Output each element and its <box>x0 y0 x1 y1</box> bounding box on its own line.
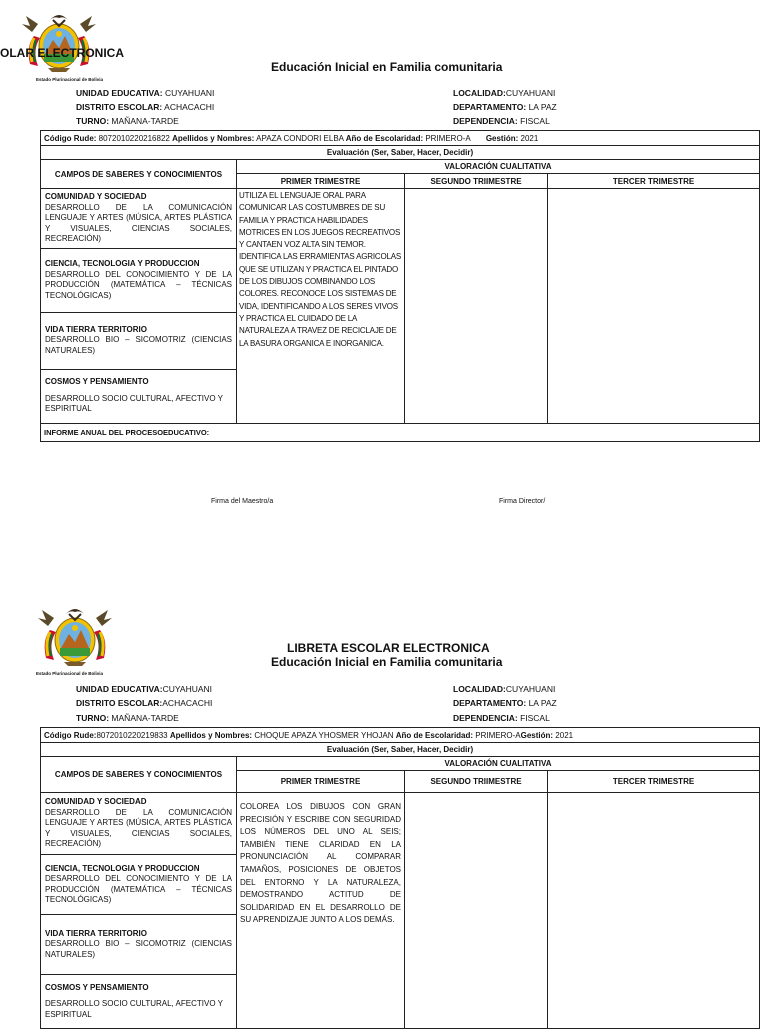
observation-tercer-trimestre <box>548 189 760 424</box>
campo-ciencia: CIENCIA, TECNOLOGIA Y PRODUCCION DESARROLLO DEL CONOCIMIENTO Y DE LA PRODUCCIÓN (MATEMÁTICA – TÉCNICAS TECNOLÓGICAS) <box>41 248 237 312</box>
info-distrito: DISTRITO ESCOLAR: ACHACACHI <box>76 102 215 112</box>
info-dependencia: DEPENDENCIA: FISCAL <box>453 713 550 723</box>
info-localidad: LOCALIDAD:CUYAHUANI <box>453 88 556 98</box>
campo-comunidad: COMUNIDAD Y SOCIEDAD DESARROLLO DE LA COMUNICACIÓN LENGUAJE Y ARTES (MÚSICA, ARTES PLÁSTICA Y VISUALES, CIENCIAS SOCIALES, RECREACIÓN) <box>41 793 237 855</box>
campos-header: CAMPOS DE SABERES Y CONOCIMIENTOS <box>41 757 237 793</box>
info-turno: TURNO: MAÑANA-TARDE <box>76 116 179 126</box>
valoracion-header: VALORACIÓN CUALITATIVA <box>237 757 760 771</box>
info-unidad: UNIDAD EDUCATIVA: CUYAHUANI <box>76 88 215 98</box>
info-localidad: LOCALIDAD:CUYAHUANI <box>453 684 556 694</box>
observation-primer-trimestre: COLOREA LOS DIBUJOS CON GRAN PRECISIÓN Y ESCRIBE CON SEGURIDAD LOS NÚMEROS DEL UNO AL SEIS; TAMBIÉN TIENE CLARIDAD EN LA PRONUNCIACIÓN AL COMPARAR TAMAÑOS, POSICIONES DE OBJETOS DEL ENTORNO Y LA NATURALEZA, DEMOSTRANDO ACTITUD DE SOLIDARIDAD EN EL DESARROLLO DE SU APRENDIZAJE JUNTO A LOS DEMÁS. <box>237 793 405 1029</box>
document-title: OLAR ELECTRONICA <box>0 46 124 60</box>
col-segundo-trimestre: SEGUNDO TRIIMESTRE <box>405 174 548 189</box>
col-segundo-trimestre: SEGUNDO TRIIMESTRE <box>405 771 548 793</box>
bolivia-coat-of-arms-icon <box>20 6 98 78</box>
info-unidad: UNIDAD EDUCATIVA:CUYAHUANI <box>76 684 213 694</box>
info-distrito: DISTRITO ESCOLAR:ACHACACHI <box>76 698 213 708</box>
evaluation-header: Evaluación (Ser, Saber, Hacer, Decidir) <box>41 743 760 757</box>
col-primer-trimestre: PRIMER TRIMESTRE <box>237 174 405 189</box>
info-turno: TURNO: MAÑANA-TARDE <box>76 713 179 723</box>
info-departamento: DEPARTAMENTO: LA PAZ <box>453 698 557 708</box>
info-dependencia: DEPENDENCIA: FISCAL <box>453 116 550 126</box>
observation-segundo-trimestre <box>405 793 548 1029</box>
document-subtitle: Educación Inicial en Familia comunitaria <box>271 60 503 74</box>
info-departamento: DEPARTAMENTO: LA PAZ <box>453 102 557 112</box>
document-title: LIBRETA ESCOLAR ELECTRONICA <box>287 641 490 655</box>
campo-ciencia: CIENCIA, TECNOLOGIA Y PRODUCCION DESARROLLO DEL CONOCIMIENTO Y DE LA PRODUCCIÓN (MATEMÁTICA – TÉCNICAS TECNOLÓGICAS) <box>41 855 237 915</box>
firma-maestro: Firma del Maestro/a <box>211 498 274 505</box>
evaluation-header: Evaluación (Ser, Saber, Hacer, Decidir) <box>41 146 760 160</box>
student-row: Código Rude:8072010220219833 Apellidos y Nombres: CHOQUE APAZA YHOSMER YHOJAN Año de Escolaridad: PRIMERO-AGestión: 2021 <box>41 728 760 743</box>
campo-cosmos: COSMOS Y PENSAMIENTO DESARROLLO SOCIO CULTURAL, AFECTIVO Y ESPIRITUAL <box>41 975 237 1029</box>
firma-director: Firma Director/ <box>499 498 546 505</box>
campo-cosmos: COSMOS Y PENSAMIENTO DESARROLLO SOCIO CULTURAL, AFECTIVO Y ESPIRITUAL <box>41 369 237 423</box>
observation-segundo-trimestre <box>405 189 548 424</box>
col-tercer-trimestre: TERCER TRIMESTRE <box>548 174 760 189</box>
campo-comunidad: COMUNIDAD Y SOCIEDAD DESARROLLO DE LA COMUNICACIÓN LENGUAJE Y ARTES (MÚSICA, ARTES PLÁSTICA Y VISUALES, CIENCIAS SOCIALES, RECREACIÓN) <box>41 189 237 249</box>
informe-anual: INFORME ANUAL DEL PROCESOEDUCATIVO: <box>41 423 760 441</box>
bolivia-coat-of-arms-icon <box>36 600 114 672</box>
campos-header: CAMPOS DE SABERES Y CONOCIMIENTOS <box>41 160 237 189</box>
observation-tercer-trimestre <box>548 793 760 1029</box>
campo-vida: VIDA TIERRA TERRITORIO DESARROLLO BIO – SICOMOTRIZ (CIENCIAS NATURALES) <box>41 915 237 975</box>
col-tercer-trimestre: TERCER TRIMESTRE <box>548 771 760 793</box>
student-row: Código Rude: 8072010220216822 Apellidos y Nombres: APAZA CONDORI ELBA Año de Escolaridad: PRIMERO-A Gestión: 2021 <box>41 131 760 146</box>
evaluation-table <box>40 727 760 1029</box>
document-subtitle: Educación Inicial en Familia comunitaria <box>271 655 503 669</box>
col-primer-trimestre: PRIMER TRIMESTRE <box>237 771 405 793</box>
seal-caption: Estado Plurinacional de Bolivia <box>36 671 104 676</box>
evaluation-table <box>40 130 760 442</box>
observation-primer-trimestre: UTILIZA EL LENGUAJE ORAL PARA COMUNICAR LAS COSTUMBRES DE SU FAMILIA Y PRACTICA HABILIDADES MOTRICES EN LOS JUEGOS RECREATIVOS Y CANTAEN VOZ ALTA SIN TEMOR. IDENTIFICA LAS ERRAMIENTAS AGRICOLAS QUE SE UTILIZAN Y PRACTICA EL PINTADO DE LOS DIBUJOS COMBINANDO LOS COLORES. RECONOCE LOS SISTEMAS DE VIDA, IDENTIFICANDO A LOS SERES VIVOS Y PRACTICA EL CUIDADO DE LA NATURALEZA A TRAVEZ DE RECICLAJE DE LA BASURA ORGANICA E INORGANICA. <box>237 189 405 424</box>
seal-caption: Estado Plurinacional de Bolivia <box>36 77 104 82</box>
campo-vida: VIDA TIERRA TERRITORIO DESARROLLO BIO – SICOMOTRIZ (CIENCIAS NATURALES) <box>41 312 237 369</box>
valoracion-header: VALORACIÓN CUALITATIVA <box>237 160 760 174</box>
